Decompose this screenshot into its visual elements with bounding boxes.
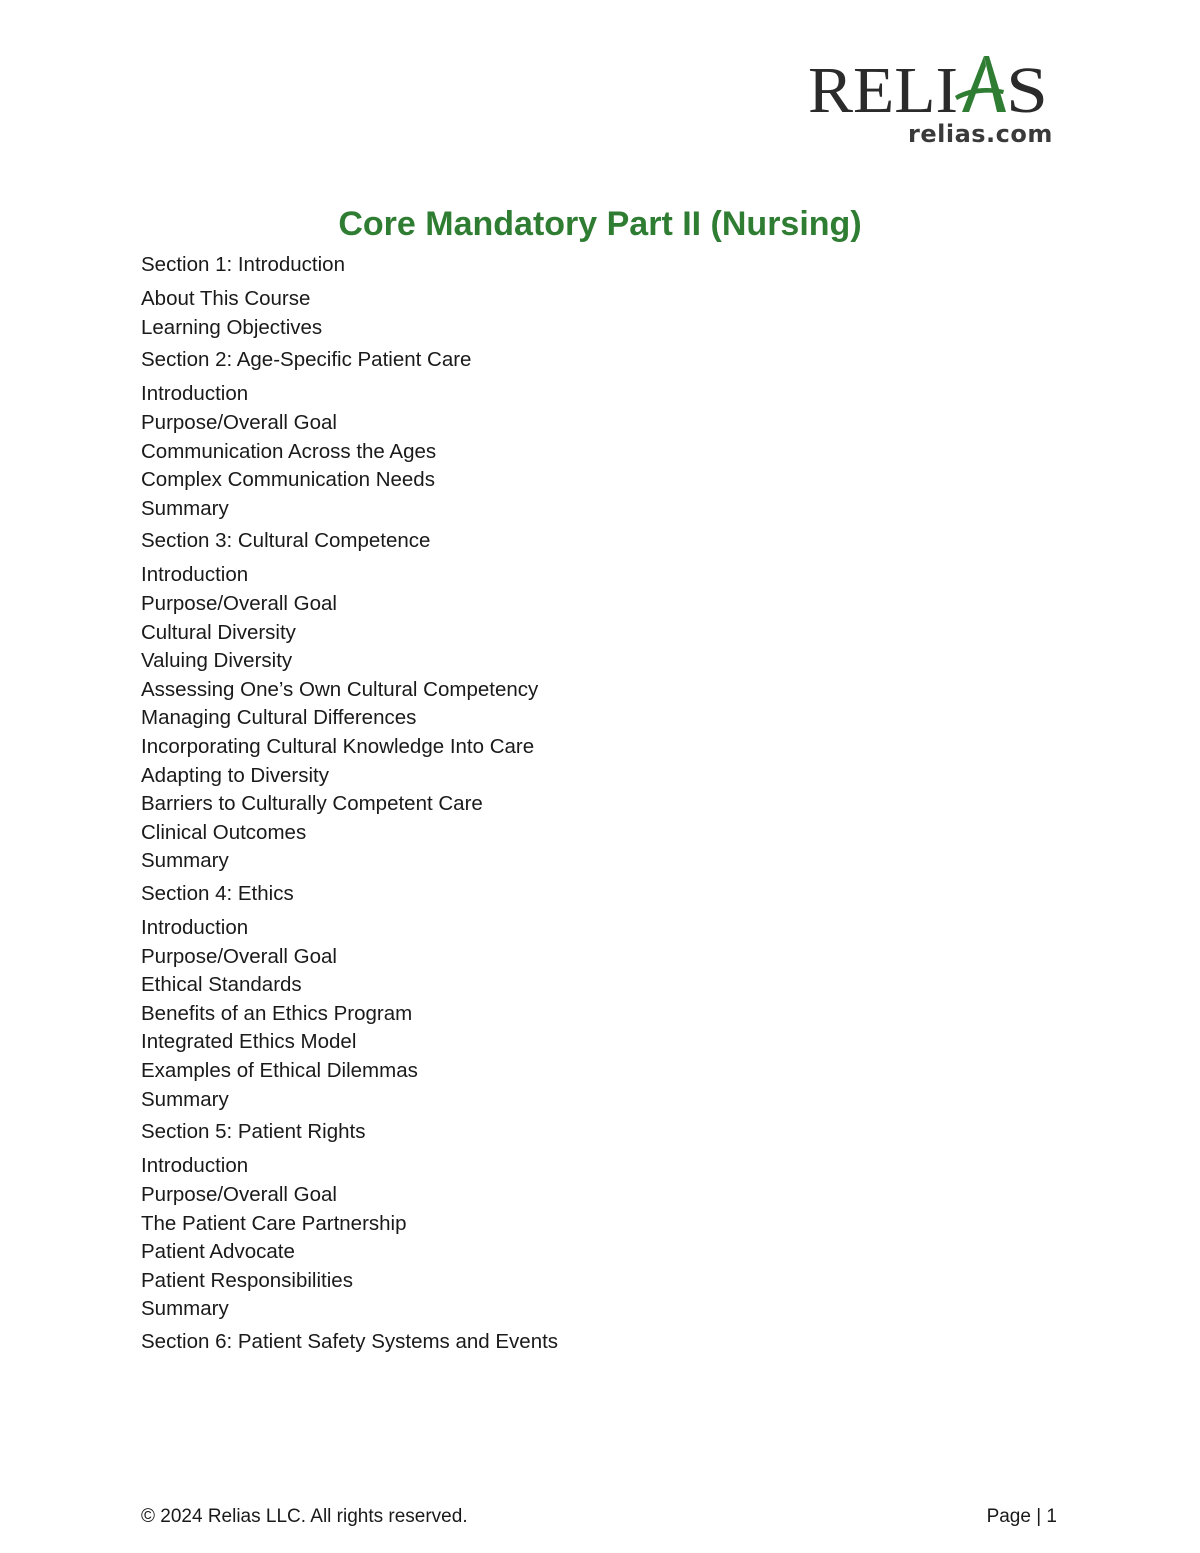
table-of-contents bbox=[141, 251, 1041, 1362]
footer-page-number: Page | 1 bbox=[986, 1506, 1057, 1527]
toc-item: Purpose/Overall Goal bbox=[141, 944, 337, 968]
toc-item: Summary bbox=[141, 1297, 229, 1321]
toc-item: Incorporating Cultural Knowledge Into Care bbox=[141, 735, 535, 758]
section-heading: Section 4: Ethics bbox=[141, 881, 294, 905]
toc-item: Benefits of an Ethics Program bbox=[141, 1001, 413, 1025]
toc-item: Examples of Ethical Dilemmas bbox=[141, 1059, 418, 1083]
toc-item: Purpose/Overall Goal bbox=[141, 410, 337, 434]
toc-item: Integrated Ethics Model bbox=[141, 1030, 357, 1054]
toc-section bbox=[141, 527, 1041, 876]
section-heading: Section 2: Age-Specific Patient Care bbox=[141, 348, 472, 372]
section-item-list bbox=[141, 285, 1041, 342]
toc-item: Ethical Standards bbox=[141, 973, 302, 997]
toc-item: Summary bbox=[141, 1087, 229, 1111]
toc-item: Introduction bbox=[141, 382, 249, 406]
toc-item: Assessing One’s Own Cultural Competency bbox=[141, 677, 539, 701]
toc-item: Barriers to Culturally Competent Care bbox=[141, 792, 483, 816]
toc-item: Complex Communication Needs bbox=[141, 468, 435, 492]
toc-item: Summary bbox=[141, 496, 229, 520]
toc-section bbox=[141, 1328, 1041, 1357]
relias-logo bbox=[808, 52, 1052, 152]
toc-item: Introduction bbox=[141, 563, 249, 587]
section-item-list bbox=[141, 561, 1041, 876]
toc-item: Valuing Diversity bbox=[141, 649, 293, 673]
toc-item: Learning Objectives bbox=[141, 315, 323, 339]
section-item-list bbox=[141, 914, 1041, 1114]
section-heading: Section 6: Patient Safety Systems and Events bbox=[141, 1329, 559, 1353]
toc-item: Patient Advocate bbox=[141, 1240, 295, 1264]
section-item-list bbox=[141, 380, 1041, 523]
toc-item: Communication Across the Ages bbox=[141, 439, 437, 463]
footer-copyright: © 2024 Relias LLC. All rights reserved. bbox=[141, 1506, 468, 1527]
toc-item: Purpose/Overall Goal bbox=[141, 1182, 337, 1206]
toc-item: About This Course bbox=[141, 287, 311, 311]
toc-item: Introduction bbox=[141, 916, 249, 940]
toc-section bbox=[141, 1118, 1041, 1324]
svg-text:S: S bbox=[1006, 54, 1048, 127]
logo-url: relias.com bbox=[908, 120, 1053, 148]
toc-item: The Patient Care Partnership bbox=[141, 1211, 407, 1235]
toc-section bbox=[141, 251, 1041, 342]
section-heading: Section 1: Introduction bbox=[141, 253, 345, 276]
toc-item: Adapting to Diversity bbox=[141, 763, 330, 787]
section-heading: Section 5: Patient Rights bbox=[141, 1120, 366, 1144]
toc-section bbox=[141, 880, 1041, 1114]
toc-item: Patient Responsibilities bbox=[141, 1268, 353, 1292]
relias-wordmark bbox=[808, 52, 1052, 127]
toc-item: Summary bbox=[141, 849, 229, 873]
toc-item: Purpose/Overall Goal bbox=[141, 592, 337, 616]
toc-item: Introduction bbox=[141, 1154, 249, 1178]
page-title: Core Mandatory Part II (Nursing) bbox=[338, 205, 862, 243]
toc-item: Managing Cultural Differences bbox=[141, 706, 417, 730]
toc-section bbox=[141, 346, 1041, 523]
toc-item: Cultural Diversity bbox=[141, 620, 296, 644]
toc-item: Clinical Outcomes bbox=[141, 820, 307, 844]
section-item-list bbox=[141, 1152, 1041, 1324]
svg-text:RELI: RELI bbox=[808, 54, 958, 127]
section-heading: Section 3: Cultural Competence bbox=[141, 529, 431, 553]
logo-a-mark-icon bbox=[955, 56, 1006, 112]
